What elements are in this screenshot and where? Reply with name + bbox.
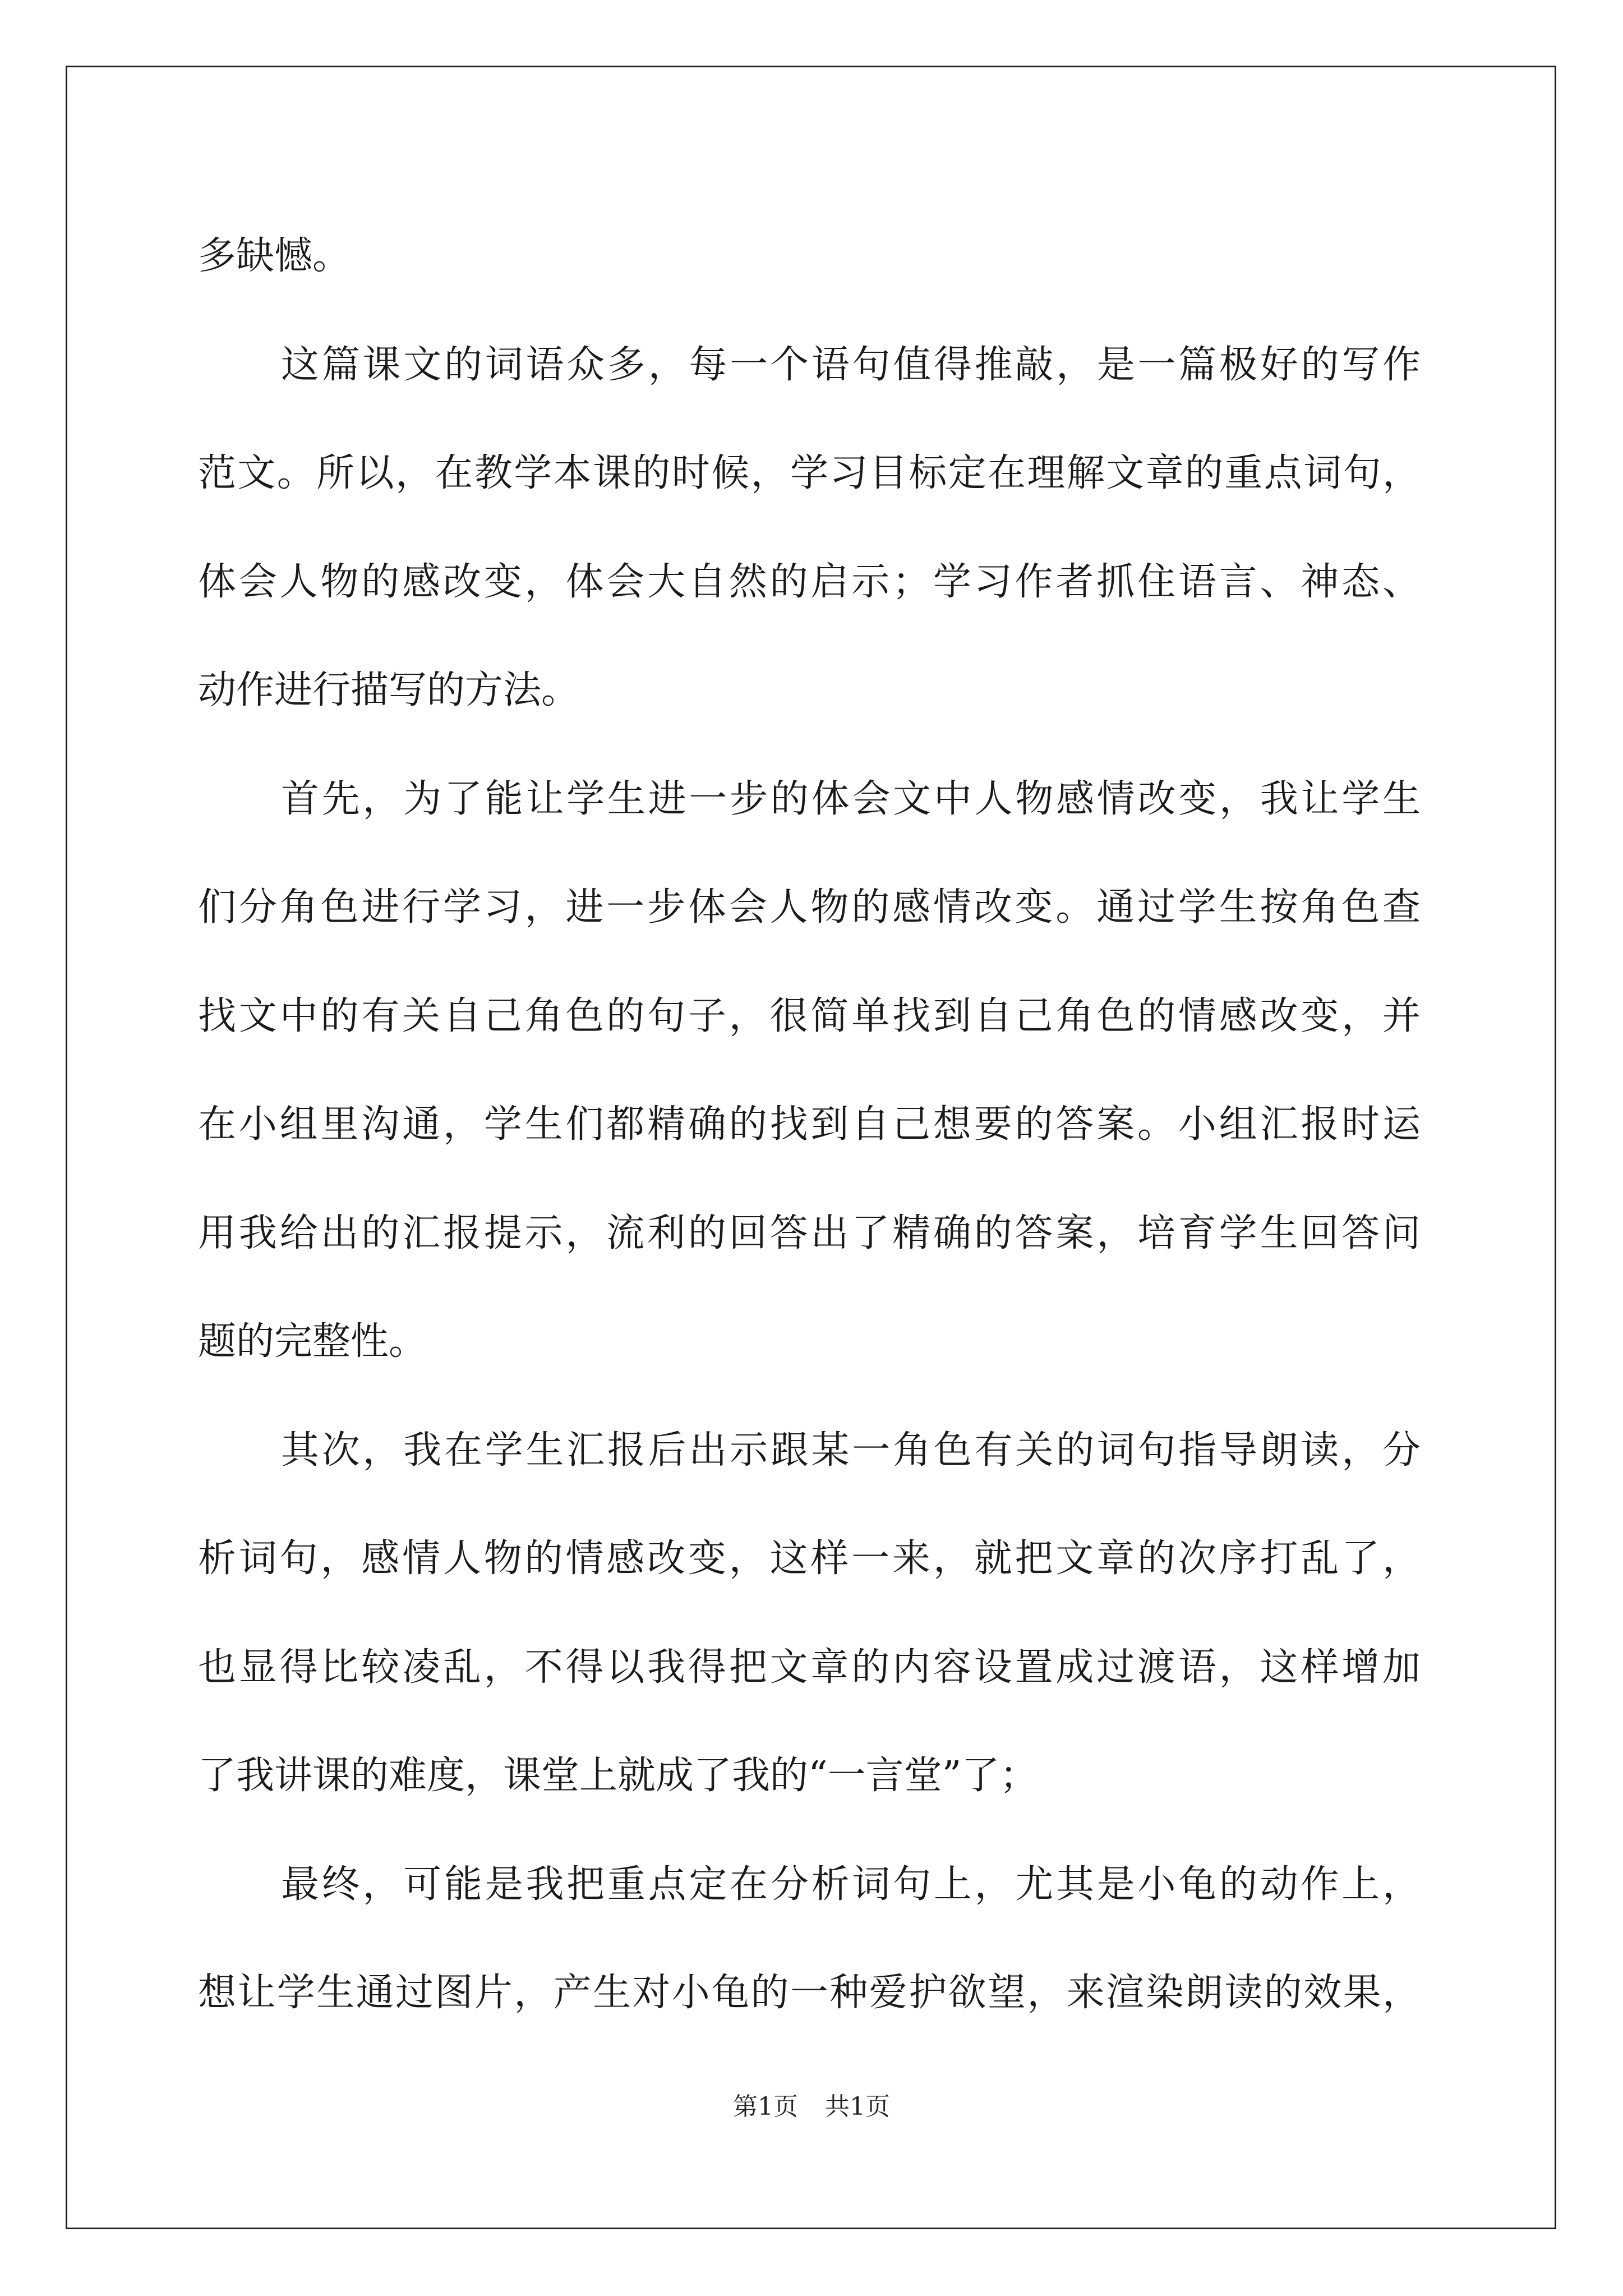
text-line: 也显得比较凌乱，不得以我得把文章的内容设置成过渡语，这样增加 <box>198 1645 1421 1690</box>
document-body <box>198 202 1421 2047</box>
text-line: 体会人物的感改变，体会大自然的启示；学习作者抓住语言、神态、 <box>198 559 1421 604</box>
text-line: 最终，可能是我把重点定在分析词句上，尤其是小龟的动作上， <box>281 1862 1421 1907</box>
text-line: 动作进行描写的方法。 <box>198 668 580 712</box>
text-line: 了我讲课的难度，课堂上就成了我的“一言堂”了； <box>198 1754 1038 1798</box>
text-line: 题的完整性。 <box>198 1319 427 1364</box>
text-line: 们分角色进行学习，进一步体会人物的感情改变。通过学生按角色查 <box>198 885 1421 930</box>
text-line: 想让学生通过图片，产生对小龟的一种爱护欲望，来渲染朗读的效果， <box>198 1971 1421 2015</box>
page-total-label: 共1页 <box>825 2092 890 2121</box>
text-line: 找文中的有关自己角色的句子，很简单找到自己角色的情感改变，并 <box>198 993 1421 1038</box>
text-line: 多缺憾。 <box>198 234 351 278</box>
text-line: 其次，我在学生汇报后出示跟某一角色有关的词句指导朗读，分 <box>281 1428 1421 1473</box>
text-line: 范文。所以，在教学本课的时候，学习目标定在理解文章的重点词句， <box>198 451 1421 495</box>
page-number-label: 第1页 <box>733 2092 798 2121</box>
page-footer <box>0 2090 1623 2124</box>
text-line: 首先，为了能让学生进一步的体会文中人物感情改变，我让学生 <box>281 776 1421 821</box>
text-line: 析词句，感情人物的情感改变，这样一来，就把文章的次序打乱了， <box>198 1536 1421 1581</box>
text-line: 这篇课文的词语众多，每一个语句值得推敲，是一篇极好的写作 <box>281 342 1421 387</box>
text-line: 用我给出的汇报提示，流利的回答出了精确的答案，培育学生回答问 <box>198 1211 1421 1255</box>
text-line: 在小组里沟通，学生们都精确的找到自己想要的答案。小组汇报时运 <box>198 1102 1421 1147</box>
